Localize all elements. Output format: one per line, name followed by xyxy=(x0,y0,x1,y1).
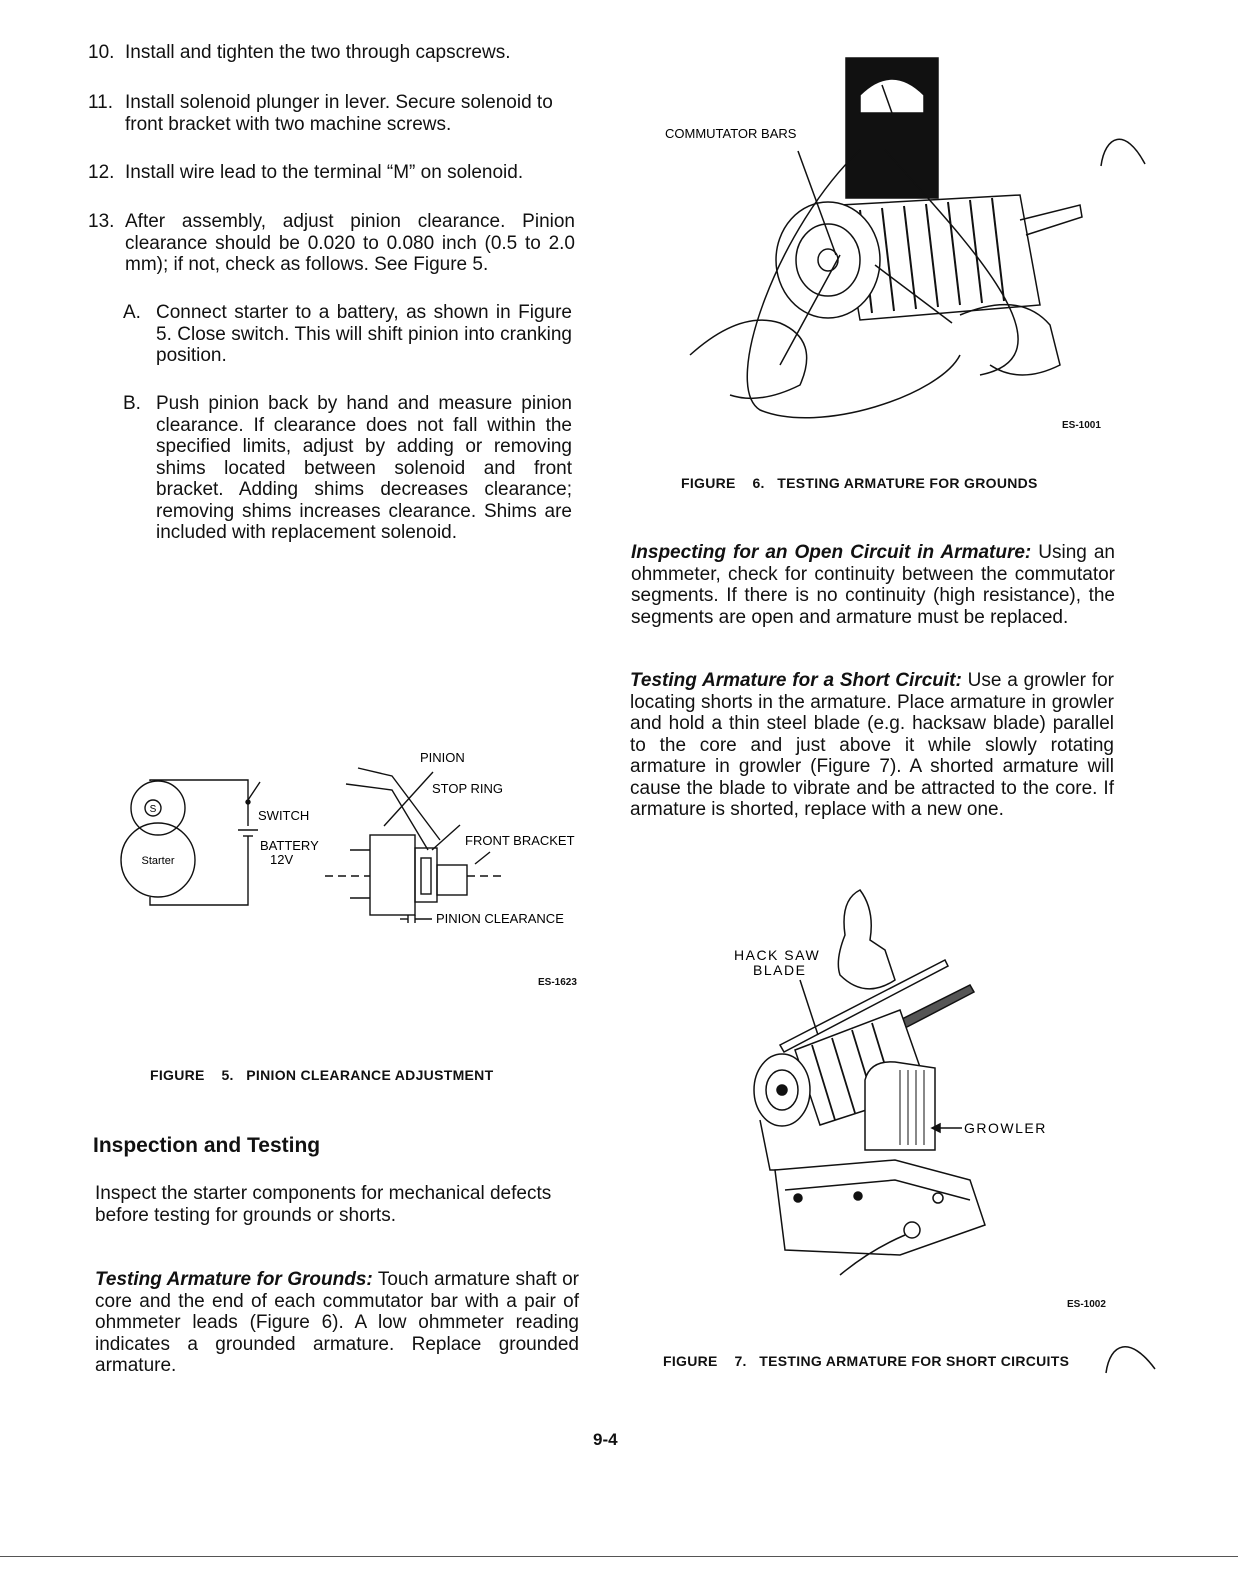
open-circuit-lead: Inspecting for an Open Circuit in Armature: xyxy=(631,542,1032,563)
step-text: After assembly, adjust pinion clearance. Pinion clearance should be 0.020 to 0.080 inch (0.5 to 2.0 mm); if not, check as follows. See Figure 5. xyxy=(125,211,575,275)
step-number: 11. xyxy=(88,92,114,113)
hacksaw-label-line1: HACK SAW xyxy=(734,947,821,963)
substep-letter: A. xyxy=(123,302,141,323)
commutator-bars-label: COMMUTATOR BARS xyxy=(665,126,797,141)
corner-arc-bottom xyxy=(1100,1335,1160,1375)
step-number: 13. xyxy=(88,211,115,232)
step-number: 10. xyxy=(88,42,115,63)
figure-6-caption: FIGURE 6. TESTING ARMATURE FOR GROUNDS xyxy=(681,475,1038,491)
corner-arc-top xyxy=(1095,128,1155,168)
stop-ring-label: STOP RING xyxy=(432,781,504,796)
short-circuit-paragraph xyxy=(630,670,1114,821)
step-text: Install solenoid plunger in lever. Secure solenoid to front bracket with two machine screws. xyxy=(125,92,553,135)
figure-7-illustration xyxy=(700,880,1100,1280)
figure-6-code: ES-1001 xyxy=(1062,420,1101,431)
figure-7-code: ES-1002 xyxy=(1067,1299,1106,1310)
open-circuit-text: Using an ohmmeter, check for continuity between the commutator segments. If there is no continuity (high resistance), the segments are open and armature must be replaced. xyxy=(631,542,1115,628)
figure-5-diagram xyxy=(110,740,600,1000)
front-bracket-label: FRONT BRACKET xyxy=(465,833,575,848)
short-circuit-text: Use a growler for locating shorts in the armature. Place armature in growler and hold a thin steel blade (e.g. hacksaw blade) parallel to the core and just above it while slowly rotating armature in growler (Figure 7). A shorted armature will cause the blade to vibrate and be attracted to the core. If armature is shorted, replace with a new one. xyxy=(630,670,1114,820)
page-number: 9-4 xyxy=(593,1430,618,1449)
inspection-intro: Inspect the starter components for mechanical defects before testing for grounds or shorts. xyxy=(95,1183,552,1226)
figure-5-code: ES-1623 xyxy=(538,977,577,988)
step-number: 12. xyxy=(88,162,115,183)
growler-label: GROWLER xyxy=(964,1120,1047,1136)
solenoid-label: S xyxy=(149,804,157,815)
figure-5-caption: FIGURE 5. PINION CLEARANCE ADJUSTMENT xyxy=(150,1067,494,1083)
switch-label: SWITCH xyxy=(258,808,310,823)
figure-7-caption: FIGURE 7. TESTING ARMATURE FOR SHORT CIRCUITS xyxy=(663,1353,1070,1369)
open-circuit-paragraph xyxy=(631,542,1115,628)
step-text: Install and tighten the two through capscrews. xyxy=(125,42,511,63)
figure-6-illustration xyxy=(660,55,1150,425)
grounds-lead: Testing Armature for Grounds: xyxy=(95,1269,373,1290)
bottom-rule xyxy=(0,1556,1238,1557)
voltage-label: 12V xyxy=(270,852,294,867)
pinion-label: PINION xyxy=(420,750,465,765)
step-text: Install wire lead to the terminal “M” on solenoid. xyxy=(125,162,524,183)
substep-text: Push pinion back by hand and measure pinion clearance. If clearance does not fall within the specified limits, adjust by adding or removing shims located between solenoid and front bracket. Adding shims decreases clearance; removing shims increases clearance. Shims are included with replacement solenoid. xyxy=(156,393,572,543)
grounds-paragraph xyxy=(95,1269,579,1377)
grounds-text: Touch armature shaft or core and the end of each commutator bar with a pair of ohmmeter leads (Figure 6). A low ohmmeter reading indicates a grounded armature. Replace grounded armature. xyxy=(95,1269,579,1376)
starter-label: Starter xyxy=(141,855,175,867)
pinion-clearance-label: PINION CLEARANCE xyxy=(436,911,564,926)
short-circuit-lead: Testing Armature for a Short Circuit: xyxy=(630,670,962,691)
substep-text: Connect starter to a battery, as shown in Figure 5. Close switch. This will shift pinion into cranking position. xyxy=(156,302,572,366)
substep-letter: B. xyxy=(123,393,141,414)
battery-label: BATTERY xyxy=(260,838,319,853)
solenoid-circle xyxy=(131,781,185,835)
section-heading: Inspection and Testing xyxy=(93,1134,321,1157)
hacksaw-label-line2: BLADE xyxy=(753,962,807,978)
